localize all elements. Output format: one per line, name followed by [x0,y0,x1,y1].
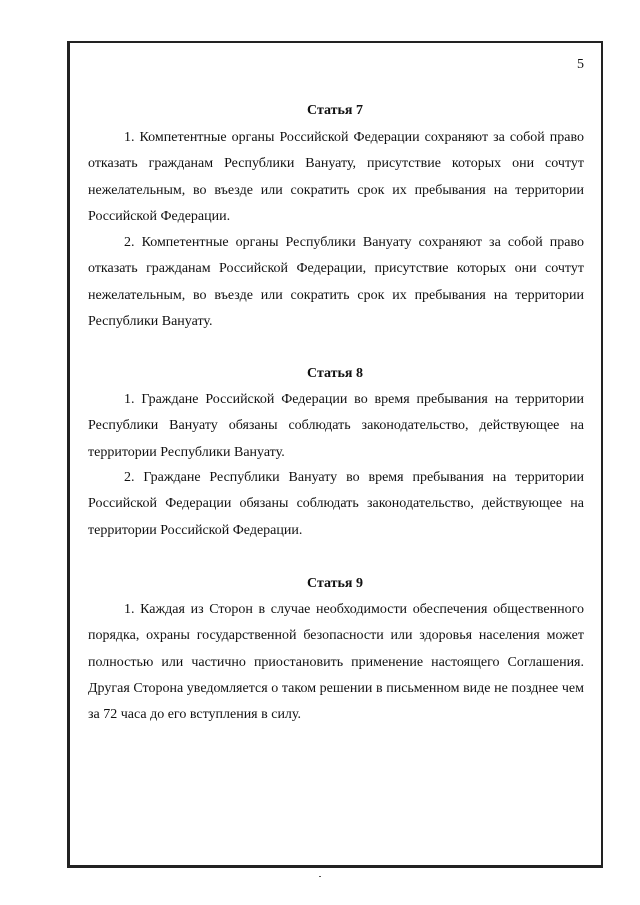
page-number: 5 [577,57,584,72]
article-7-paragraph-1: 1. Компетентные органы Российской Федерации сохраняют за собой право отказать гражданам Республики Вануату, присутствие которых они сочтут нежелательным, во въезде или сократить срок их пребывания на территории Российской Федерации. [88,130,584,224]
article-8-paragraph-1: 1. Граждане Российской Федерации во время пребывания на территории Республики Вануату обязаны соблюдать законодательство, действующее на территории Республики Вануату. [88,392,584,460]
article-7-title: Статья 7 [307,103,363,118]
scan-mark [319,876,321,877]
article-8-title: Статья 8 [307,366,363,381]
article-9-paragraph-1: 1. Каждая из Сторон в случае необходимости обеспечения общественного порядка, охраны государственной безопасности или здоровья населения может полностью или частично приостановить применение настоящего Соглашения. Другая Сторона уведомляется о таком решении в письменном виде не позднее чем за 72 часа до его вступления в силу. [88,602,584,723]
article-8-paragraph-2: 2. Граждане Республики Вануату во время пребывания на территории Российской Федерации обязаны соблюдать законодательство, действующее на территории Российской Федерации. [88,470,584,538]
article-9-title: Статья 9 [307,576,363,591]
article-7-paragraph-2: 2. Компетентные органы Республики Вануату сохраняют за собой право отказать гражданам Российской Федерации, присутствие которых они сочтут нежелательным, во въезде или сократить срок их пребывания на территории Республики Вануату. [88,235,584,329]
